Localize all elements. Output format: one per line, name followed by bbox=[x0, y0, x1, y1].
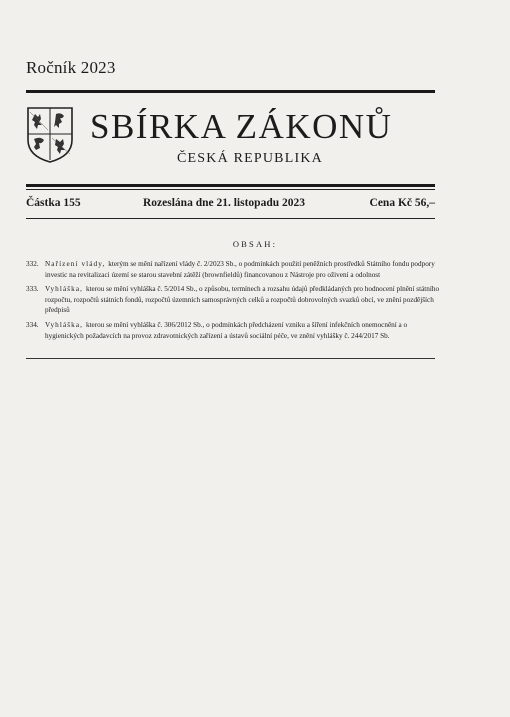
contents-item bbox=[26, 259, 440, 280]
item-type: Vyhláška, bbox=[45, 320, 86, 329]
item-text: kterou se mění vyhláška č. 306/2012 Sb., o podmínkách předcházení vzniku a šíření infekčních onemocnění a o hygienických požadavcích na provoz zdravotnických zařízení a ústavů sociální péče, ve znění vyhlášky č. 244/2017 Sb. bbox=[45, 320, 408, 340]
gazette-subtitle: ČESKÁ REPUBLIKA bbox=[177, 151, 323, 166]
contents-list bbox=[26, 259, 440, 345]
contents-heading: OBSAH: bbox=[232, 239, 278, 249]
issue-release-date: Rozeslána dne 21. listopadu 2023 bbox=[143, 197, 305, 209]
item-number: 332. bbox=[26, 260, 39, 268]
item-number: 333. bbox=[26, 285, 39, 294]
top-rule bbox=[26, 90, 435, 93]
issue-number: Částka 155 bbox=[26, 197, 81, 209]
volume-year: Ročník 2023 bbox=[26, 58, 116, 77]
item-text: kterou se mění vyhláška č. 5/2014 Sb., o způsobu, termínech a rozsahu údajů předkládaných pro hodnocení plnění státního rozpočtu, rozpočtů státních fondů, rozpočtů územních samosprávných celků a rozpočtů dobrovolných svazků obcí, ve znění pozdějších předpisů bbox=[45, 285, 440, 315]
item-text: kterým se mění nařízení vlády č. 2/2023 Sb., o podmínkách použití peněžních prostředků Státního fondu podpory investic na revitalizaci území se starou stavební zátěží (brownfieldů) financovanou z Nástroje pro oživení a odolnost bbox=[45, 260, 435, 279]
gazette-title: SBÍRKA ZÁKONŮ bbox=[90, 107, 393, 146]
contents-item bbox=[26, 284, 440, 316]
contents-bottom-rule bbox=[26, 358, 435, 359]
item-number: 334. bbox=[26, 320, 39, 329]
mid-rule-bottom bbox=[26, 218, 435, 219]
mid-rule-top-thin bbox=[26, 189, 435, 190]
czech-coat-of-arms-icon bbox=[26, 106, 74, 164]
item-type: Nařízení vlády, bbox=[45, 260, 109, 268]
contents-item bbox=[26, 320, 440, 341]
item-type: Vyhláška, bbox=[45, 285, 86, 294]
mid-rule-top bbox=[26, 184, 435, 187]
issue-price: Cena Kč 56,– bbox=[369, 197, 435, 209]
